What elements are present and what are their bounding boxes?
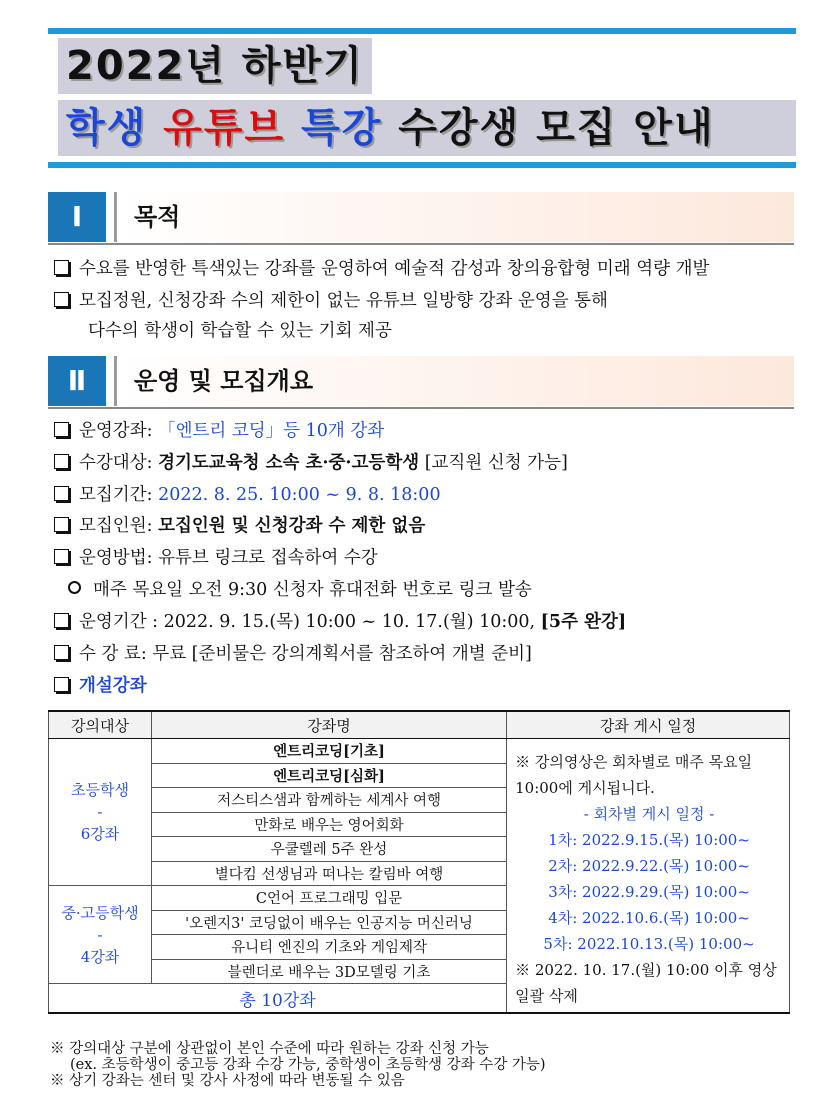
fee-item: 수 강 료: 무료 [준비물은 강의계획서를 참조하여 개별 준비] <box>54 641 532 667</box>
course-table <box>48 710 790 1014</box>
section-1-header <box>48 192 794 242</box>
period-item: 모집기간: 2022. 8. 25. 10:00 ~ 9. 8. 18:00 <box>54 482 441 508</box>
section-1-number: Ⅰ <box>48 192 106 242</box>
title-line-2: 학생 유튜브 특강 수강생 모집 안내 <box>58 100 796 156</box>
purpose-bullet-1: 수요를 반영한 특색있는 강좌를 운영하여 예술적 감성과 창의융합형 미래 역량 개발 <box>54 256 709 282</box>
schedule-cell: ※ 강의영상은 회차별로 매주 목요일 10:00에 게시됩니다. - 회차별 게시 일정 - 1차: 2022.9.15.(목) 10:00~ 2차: 2022.9.22.(목) 10:00~ 3차: 2022.9.29.(목) 10:00~ 4차: 2022.10.6.(목) 10:00~ 5차: 2022.10.13.(목) 10:00~ ※ 2022. 10. 17.(월) 10:00 이후 영상 일괄 삭제 <box>507 739 790 1014</box>
title-line-1: 2022년 하반기 <box>58 38 372 94</box>
run-period-item: 운영기간 : 2022. 9. 15.(목) 10:00 ~ 10. 17.(월) 10:00, [5주 완강] <box>54 609 626 635</box>
elementary-group: 초등학생 - 6강좌 <box>49 739 152 886</box>
note-2: ※ 상기 강좌는 센터 및 강사 사정에 따라 변동될 수 있음 <box>50 1073 405 1089</box>
course-cell: C언어 프로그래밍 입문 <box>151 886 506 911</box>
section-1-title: 목적 <box>134 203 181 231</box>
section-2-number: Ⅱ <box>48 356 106 406</box>
course-cell: 엔트리코딩[기초] <box>151 739 506 764</box>
course-cell: '오렌지3' 코딩없이 배우는 인공지능 머신러닝 <box>151 910 506 935</box>
note-1: ※ 강의대상 구분에 상관없이 본인 수준에 따라 원하는 강좌 신청 가능 <box>50 1041 489 1057</box>
course-cell: 엔트리코딩[심화] <box>151 763 506 788</box>
header-target: 강의대상 <box>49 711 152 739</box>
section-2-title: 운영 및 모집개요 <box>134 367 313 395</box>
header-schedule: 강좌 게시 일정 <box>507 711 790 739</box>
purpose-bullet-2: 모집정원, 신청강좌 수의 제한이 없는 유튜브 일방향 강좌 운영을 통해 <box>54 288 608 314</box>
course-cell: 만화로 배우는 영어회화 <box>151 812 506 837</box>
total-courses: 총 10강좌 <box>49 984 507 1014</box>
course-item: 운영강좌: 「엔트리 코딩」등 10개 강좌 <box>54 418 384 444</box>
target-item: 수강대상: 경기도교육청 소속 초·중·고등학생 [교직원 신청 가능] <box>54 450 568 476</box>
method-item: 운영방법: 유튜브 링크로 접속하여 수강 <box>54 545 378 571</box>
course-cell: 유니티 엔진의 기초와 게임제작 <box>151 935 506 960</box>
open-courses-item: 개설강좌 <box>54 673 147 699</box>
middle-high-group: 중·고등학생 - 4강좌 <box>49 886 152 984</box>
course-cell: 저스티스샘과 함께하는 세계사 여행 <box>151 788 506 813</box>
course-cell: 블렌더로 배우는 3D모델링 기초 <box>151 959 506 984</box>
header-course: 강좌명 <box>151 711 506 739</box>
course-cell: 별다킴 선생님과 떠나는 칼림바 여행 <box>151 861 506 886</box>
course-cell: 우쿨렐레 5주 완성 <box>151 837 506 862</box>
section-2-header <box>48 356 794 406</box>
method-sub-item: 매주 목요일 오전 9:30 신청자 휴대전화 번호로 링크 발송 <box>68 577 532 603</box>
purpose-bullet-2-cont: 다수의 학생이 학습할 수 있는 기회 제공 <box>88 321 392 341</box>
capacity-item: 모집인원: 모집인원 및 신청강좌 수 제한 없음 <box>54 513 425 539</box>
note-1-example: (ex. 초등학생이 중고등 강좌 수강 가능, 중학생이 초등학생 강좌 수강 가능) <box>70 1057 546 1073</box>
